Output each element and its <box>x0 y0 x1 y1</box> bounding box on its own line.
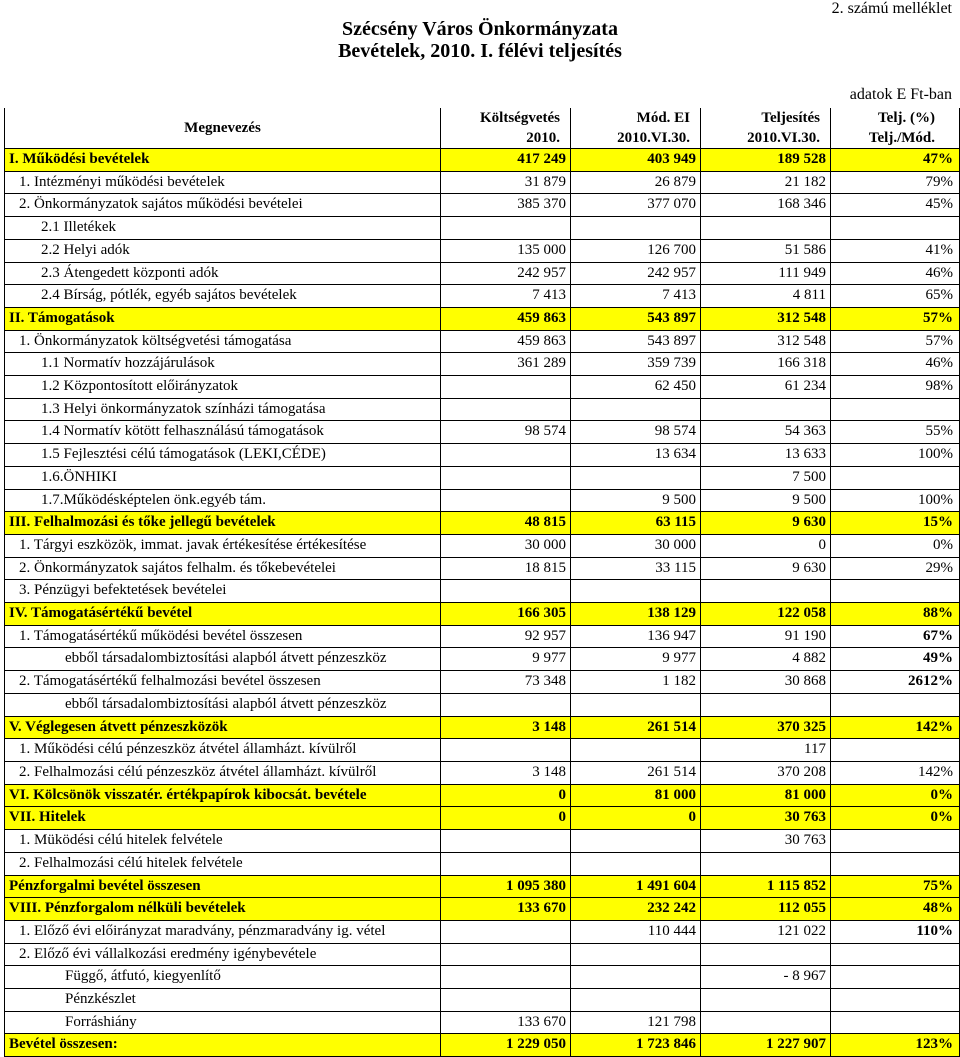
table-row <box>5 217 960 240</box>
cell-modified-estimate: 1 182 <box>571 671 701 694</box>
cell-performance: 121 022 <box>701 920 831 943</box>
table-row <box>5 1034 960 1057</box>
row-name: Forráshiány <box>5 1011 441 1034</box>
cell-percent: 57% <box>831 307 960 330</box>
cell-percent <box>831 580 960 603</box>
table-row <box>5 330 960 353</box>
cell-modified-estimate: 26 879 <box>571 171 701 194</box>
cell-budget <box>441 444 571 467</box>
cell-percent: 45% <box>831 194 960 217</box>
cell-performance: 30 763 <box>701 830 831 853</box>
document-title-line1: Szécsény Város Önkormányzata <box>342 18 618 40</box>
cell-modified-estimate: 138 129 <box>571 603 701 626</box>
table-row <box>5 239 960 262</box>
row-name: 2. Felhalmozási célú hitelek felvétele <box>5 852 441 875</box>
row-name: Pénzforgalmi bevétel összesen <box>5 875 441 898</box>
cell-percent: 41% <box>831 239 960 262</box>
cell-performance <box>701 1011 831 1034</box>
table-row <box>5 285 960 308</box>
cell-modified-estimate: 543 897 <box>571 307 701 330</box>
row-name: 2.4 Bírság, pótlék, egyéb sajátos bevételek <box>5 285 441 308</box>
cell-performance: 81 000 <box>701 784 831 807</box>
table-row <box>5 852 960 875</box>
cell-percent: 98% <box>831 376 960 399</box>
row-name: I. Működési bevételek <box>5 149 441 172</box>
cell-budget: 385 370 <box>441 194 571 217</box>
table-row <box>5 671 960 694</box>
cell-budget <box>441 943 571 966</box>
cell-percent: 49% <box>831 648 960 671</box>
cell-percent <box>831 693 960 716</box>
cell-budget <box>441 398 571 421</box>
cell-modified-estimate: 13 634 <box>571 444 701 467</box>
cell-modified-estimate: 7 413 <box>571 285 701 308</box>
table-row <box>5 875 960 898</box>
cell-performance: 9 500 <box>701 489 831 512</box>
row-name: 1. Müködési célú hitelek felvétele <box>5 830 441 853</box>
cell-performance: 30 763 <box>701 807 831 830</box>
cell-percent <box>831 739 960 762</box>
table-row <box>5 1011 960 1034</box>
cell-performance: 189 528 <box>701 149 831 172</box>
cell-modified-estimate: 377 070 <box>571 194 701 217</box>
cell-budget <box>441 966 571 989</box>
cell-modified-estimate: 261 514 <box>571 716 701 739</box>
column-header-performance-date: 2010.VI.30. <box>701 128 831 149</box>
cell-budget: 242 957 <box>441 262 571 285</box>
table-row <box>5 262 960 285</box>
table-row <box>5 149 960 172</box>
column-header-performance: Teljesítés <box>701 108 831 128</box>
cell-percent: 48% <box>831 898 960 921</box>
cell-budget: 9 977 <box>441 648 571 671</box>
cell-percent: 100% <box>831 444 960 467</box>
cell-percent: 79% <box>831 171 960 194</box>
row-name: 2.2 Helyi adók <box>5 239 441 262</box>
cell-budget: 1 095 380 <box>441 875 571 898</box>
cell-performance: 13 633 <box>701 444 831 467</box>
cell-budget: 73 348 <box>441 671 571 694</box>
row-name: IV. Támogatásértékű bevétel <box>5 603 441 626</box>
cell-modified-estimate: 30 000 <box>571 534 701 557</box>
cell-percent <box>831 943 960 966</box>
cell-budget: 0 <box>441 784 571 807</box>
cell-modified-estimate: 1 491 604 <box>571 875 701 898</box>
row-name: 2. Önkormányzatok sajátos felhalm. és tőkebevételei <box>5 557 441 580</box>
cell-performance: 61 234 <box>701 376 831 399</box>
cell-percent: 142% <box>831 761 960 784</box>
cell-budget: 133 670 <box>441 898 571 921</box>
cell-modified-estimate: 136 947 <box>571 625 701 648</box>
row-name: 3. Pénzügyi befektetések bevételei <box>5 580 441 603</box>
cell-performance <box>701 852 831 875</box>
cell-modified-estimate: 121 798 <box>571 1011 701 1034</box>
cell-performance: 1 227 907 <box>701 1034 831 1057</box>
table-row <box>5 739 960 762</box>
cell-budget: 48 815 <box>441 512 571 535</box>
cell-modified-estimate: 98 574 <box>571 421 701 444</box>
row-name: II. Támogatások <box>5 307 441 330</box>
cell-performance: - 8 967 <box>701 966 831 989</box>
table-row <box>5 943 960 966</box>
row-name: V. Véglegesen átvett pénzeszközök <box>5 716 441 739</box>
cell-performance: 312 548 <box>701 330 831 353</box>
cell-modified-estimate <box>571 398 701 421</box>
cell-percent: 100% <box>831 489 960 512</box>
row-name: 2. Támogatásértékű felhalmozási bevétel összesen <box>5 671 441 694</box>
cell-percent: 142% <box>831 716 960 739</box>
cell-percent: 0% <box>831 807 960 830</box>
cell-percent: 57% <box>831 330 960 353</box>
cell-percent <box>831 989 960 1012</box>
column-header-budget-year: 2010. <box>441 128 571 149</box>
table-row <box>5 512 960 535</box>
row-name: 1.6.ÖNHIKI <box>5 466 441 489</box>
cell-performance: 51 586 <box>701 239 831 262</box>
cell-percent <box>831 217 960 240</box>
cell-budget: 92 957 <box>441 625 571 648</box>
row-name: 1. Támogatásértékű működési bevétel összesen <box>5 625 441 648</box>
cell-budget <box>441 489 571 512</box>
cell-modified-estimate: 81 000 <box>571 784 701 807</box>
document-title-line2: Bevételek, 2010. I. félévi teljesítés <box>338 40 622 62</box>
cell-budget: 18 815 <box>441 557 571 580</box>
cell-performance <box>701 398 831 421</box>
row-name: 1. Önkormányzatok költségvetési támogatása <box>5 330 441 353</box>
cell-percent <box>831 852 960 875</box>
row-name: 1. Tárgyi eszközök, immat. javak értékesítése értékesítése <box>5 534 441 557</box>
cell-budget: 31 879 <box>441 171 571 194</box>
table-row <box>5 989 960 1012</box>
row-name: ebből társadalombiztosítási alapból átvett pénzeszköz <box>5 648 441 671</box>
row-name: 2. Felhalmozási célú pénzeszköz átvétel államházt. kívülről <box>5 761 441 784</box>
table-row <box>5 784 960 807</box>
cell-budget <box>441 217 571 240</box>
row-name: 2. Előző évi vállalkozási eredmény igénybevétele <box>5 943 441 966</box>
cell-performance: 4 882 <box>701 648 831 671</box>
table-row <box>5 898 960 921</box>
row-name: 2.1 Illetékek <box>5 217 441 240</box>
table-row <box>5 466 960 489</box>
cell-percent: 55% <box>831 421 960 444</box>
row-name: VI. Kölcsönök visszatér. értékpapírok kibocsát. bevétele <box>5 784 441 807</box>
cell-modified-estimate <box>571 830 701 853</box>
cell-percent <box>831 966 960 989</box>
cell-budget <box>441 376 571 399</box>
cell-percent: 88% <box>831 603 960 626</box>
cell-performance: 4 811 <box>701 285 831 308</box>
cell-percent: 0% <box>831 534 960 557</box>
cell-modified-estimate <box>571 989 701 1012</box>
table-row <box>5 807 960 830</box>
cell-percent <box>831 1011 960 1034</box>
cell-budget: 98 574 <box>441 421 571 444</box>
row-name: 1. Működési célú pénzeszköz átvétel államházt. kívülről <box>5 739 441 762</box>
column-header-percent-ratio: Telj./Mód. <box>831 128 960 149</box>
cell-performance: 0 <box>701 534 831 557</box>
cell-performance <box>701 989 831 1012</box>
cell-budget <box>441 580 571 603</box>
cell-modified-estimate <box>571 739 701 762</box>
cell-performance: 54 363 <box>701 421 831 444</box>
cell-performance: 1 115 852 <box>701 875 831 898</box>
cell-percent: 46% <box>831 262 960 285</box>
column-header-mod: Mód. EI <box>571 108 701 128</box>
table-row <box>5 625 960 648</box>
cell-modified-estimate: 63 115 <box>571 512 701 535</box>
cell-modified-estimate: 1 723 846 <box>571 1034 701 1057</box>
cell-performance: 370 325 <box>701 716 831 739</box>
cell-budget: 417 249 <box>441 149 571 172</box>
cell-budget: 3 148 <box>441 761 571 784</box>
cell-modified-estimate: 9 977 <box>571 648 701 671</box>
table-row <box>5 693 960 716</box>
cell-modified-estimate <box>571 852 701 875</box>
cell-modified-estimate <box>571 217 701 240</box>
cell-modified-estimate <box>571 466 701 489</box>
row-name: Pénzkészlet <box>5 989 441 1012</box>
column-header-mod-date: 2010.VI.30. <box>571 128 701 149</box>
cell-performance: 312 548 <box>701 307 831 330</box>
table-row <box>5 376 960 399</box>
row-name: 1.4 Normatív kötött felhasználású támogatások <box>5 421 441 444</box>
cell-performance: 21 182 <box>701 171 831 194</box>
unit-label: adatok E Ft-ban <box>849 86 952 103</box>
table-row <box>5 171 960 194</box>
row-name: 1.1 Normatív hozzájárulások <box>5 353 441 376</box>
table-row <box>5 580 960 603</box>
table-row <box>5 761 960 784</box>
cell-budget <box>441 920 571 943</box>
cell-performance <box>701 693 831 716</box>
cell-budget: 7 413 <box>441 285 571 308</box>
revenue-table <box>4 108 960 1057</box>
cell-budget: 166 305 <box>441 603 571 626</box>
cell-budget <box>441 739 571 762</box>
cell-percent: 123% <box>831 1034 960 1057</box>
cell-percent <box>831 466 960 489</box>
table-row <box>5 603 960 626</box>
cell-percent: 29% <box>831 557 960 580</box>
cell-budget <box>441 693 571 716</box>
cell-performance: 112 055 <box>701 898 831 921</box>
cell-performance: 30 868 <box>701 671 831 694</box>
cell-performance: 117 <box>701 739 831 762</box>
annex-label: 2. számú melléklet <box>831 0 952 17</box>
cell-budget <box>441 466 571 489</box>
cell-modified-estimate: 261 514 <box>571 761 701 784</box>
column-header-name: Megnevezés <box>5 108 441 149</box>
cell-modified-estimate: 403 949 <box>571 149 701 172</box>
row-name: 1.5 Fejlesztési célú támogatások (LEKI,CÉDE) <box>5 444 441 467</box>
cell-percent: 67% <box>831 625 960 648</box>
cell-budget: 459 863 <box>441 307 571 330</box>
table-row <box>5 353 960 376</box>
cell-budget <box>441 852 571 875</box>
cell-modified-estimate <box>571 966 701 989</box>
cell-performance: 7 500 <box>701 466 831 489</box>
row-name: VIII. Pénzforgalom nélküli bevételek <box>5 898 441 921</box>
table-row <box>5 398 960 421</box>
cell-budget <box>441 830 571 853</box>
row-name: 1.7.Működésképtelen önk.egyéb tám. <box>5 489 441 512</box>
cell-modified-estimate: 33 115 <box>571 557 701 580</box>
cell-performance: 122 058 <box>701 603 831 626</box>
row-name: 1.2 Központosított előirányzatok <box>5 376 441 399</box>
table-row <box>5 534 960 557</box>
row-name: 1.3 Helyi önkormányzatok színházi támogatása <box>5 398 441 421</box>
row-name: Függő, átfutó, kiegyenlítő <box>5 966 441 989</box>
cell-modified-estimate <box>571 943 701 966</box>
cell-performance: 168 346 <box>701 194 831 217</box>
cell-percent: 46% <box>831 353 960 376</box>
table-row <box>5 716 960 739</box>
table-row <box>5 966 960 989</box>
row-name: 1. Előző évi előirányzat maradvány, pénzmaradvány ig. vétel <box>5 920 441 943</box>
cell-modified-estimate <box>571 693 701 716</box>
row-name: 1. Intézményi működési bevételek <box>5 171 441 194</box>
cell-budget: 135 000 <box>441 239 571 262</box>
cell-budget: 1 229 050 <box>441 1034 571 1057</box>
cell-performance: 9 630 <box>701 512 831 535</box>
row-name: ebből társadalombiztosítási alapból átvett pénzeszköz <box>5 693 441 716</box>
table-row <box>5 920 960 943</box>
cell-modified-estimate: 359 739 <box>571 353 701 376</box>
row-name: Bevétel összesen: <box>5 1034 441 1057</box>
cell-modified-estimate: 242 957 <box>571 262 701 285</box>
table-row <box>5 830 960 853</box>
row-name: 2.3 Átengedett központi adók <box>5 262 441 285</box>
cell-modified-estimate <box>571 580 701 603</box>
column-header-percent: Telj. (%) <box>831 108 960 128</box>
cell-percent: 2612% <box>831 671 960 694</box>
cell-budget <box>441 989 571 1012</box>
cell-budget: 133 670 <box>441 1011 571 1034</box>
cell-performance: 166 318 <box>701 353 831 376</box>
table-row <box>5 307 960 330</box>
cell-budget: 3 148 <box>441 716 571 739</box>
cell-percent <box>831 830 960 853</box>
cell-percent: 110% <box>831 920 960 943</box>
cell-performance <box>701 943 831 966</box>
cell-modified-estimate: 110 444 <box>571 920 701 943</box>
column-header-budget: Költségvetés <box>441 108 571 128</box>
table-row <box>5 648 960 671</box>
cell-modified-estimate: 232 242 <box>571 898 701 921</box>
cell-percent: 15% <box>831 512 960 535</box>
cell-modified-estimate: 543 897 <box>571 330 701 353</box>
table-row <box>5 557 960 580</box>
cell-budget: 459 863 <box>441 330 571 353</box>
table-row <box>5 489 960 512</box>
cell-budget: 361 289 <box>441 353 571 376</box>
cell-performance <box>701 580 831 603</box>
cell-percent: 65% <box>831 285 960 308</box>
cell-percent: 75% <box>831 875 960 898</box>
cell-performance: 9 630 <box>701 557 831 580</box>
cell-modified-estimate: 62 450 <box>571 376 701 399</box>
table-row <box>5 444 960 467</box>
row-name: VII. Hitelek <box>5 807 441 830</box>
cell-performance: 370 208 <box>701 761 831 784</box>
cell-budget: 30 000 <box>441 534 571 557</box>
cell-performance <box>701 217 831 240</box>
cell-budget: 0 <box>441 807 571 830</box>
cell-percent: 47% <box>831 149 960 172</box>
cell-modified-estimate: 9 500 <box>571 489 701 512</box>
cell-modified-estimate: 0 <box>571 807 701 830</box>
cell-performance: 111 949 <box>701 262 831 285</box>
cell-percent <box>831 398 960 421</box>
cell-percent: 0% <box>831 784 960 807</box>
table-row <box>5 194 960 217</box>
table-row <box>5 421 960 444</box>
row-name: 2. Önkormányzatok sajátos működési bevételei <box>5 194 441 217</box>
cell-performance: 91 190 <box>701 625 831 648</box>
cell-modified-estimate: 126 700 <box>571 239 701 262</box>
row-name: III. Felhalmozási és tőke jellegű bevételek <box>5 512 441 535</box>
